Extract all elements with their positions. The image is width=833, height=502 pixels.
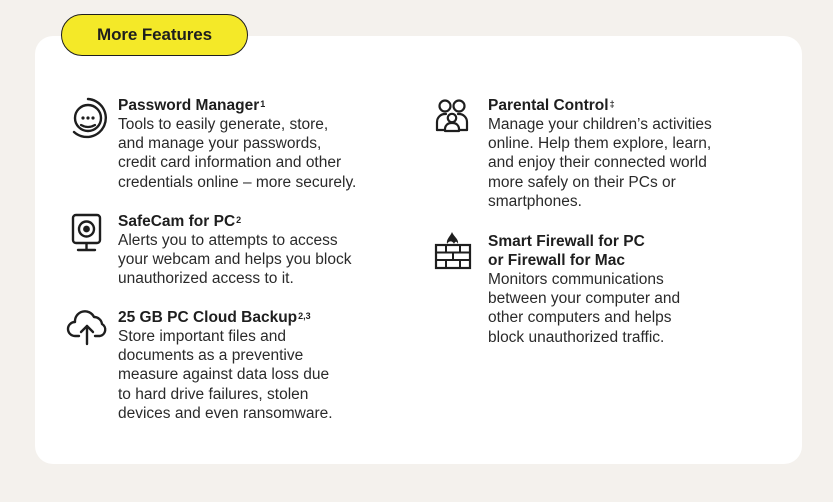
feature-description: Tools to easily generate, store, and manage your passwords, credit card information and other credentials online – more securely.: [118, 116, 357, 191]
cloud-upload-icon: [66, 308, 110, 352]
webcam-icon: [66, 212, 110, 256]
feature-title: 25 GB PC Cloud Backup$^{2,3}$: [118, 309, 311, 326]
feature-title: Smart Firewall for PC or Firewall for Mac: [488, 233, 645, 269]
feature-title: Password Manager$^1$: [118, 97, 266, 114]
password-manager-icon: [66, 96, 110, 140]
feature-title: SafeCam for $PC^2$: [118, 213, 242, 230]
feature-description: Alerts you to attempts to access your webcam and helps you block unauthorized access to it.: [118, 232, 352, 288]
more-features-badge: More Features: [61, 14, 248, 56]
feature-description: Store important files and documents as a preventive measure against data loss due to hard drive failures, stolen devices and even ransomware.: [118, 328, 333, 422]
firewall-icon: [432, 232, 476, 276]
feature-description: Monitors communications between your computer and other computers and helps block unauthorized traffic.: [488, 271, 681, 346]
feature-description: Manage your children’s activities online. Help them explore, learn, and enjoy their connected world more safely on their PCs or smartphones.: [488, 116, 712, 210]
feature-title: Parental Control‡: [488, 97, 615, 114]
family-icon: [432, 96, 476, 140]
